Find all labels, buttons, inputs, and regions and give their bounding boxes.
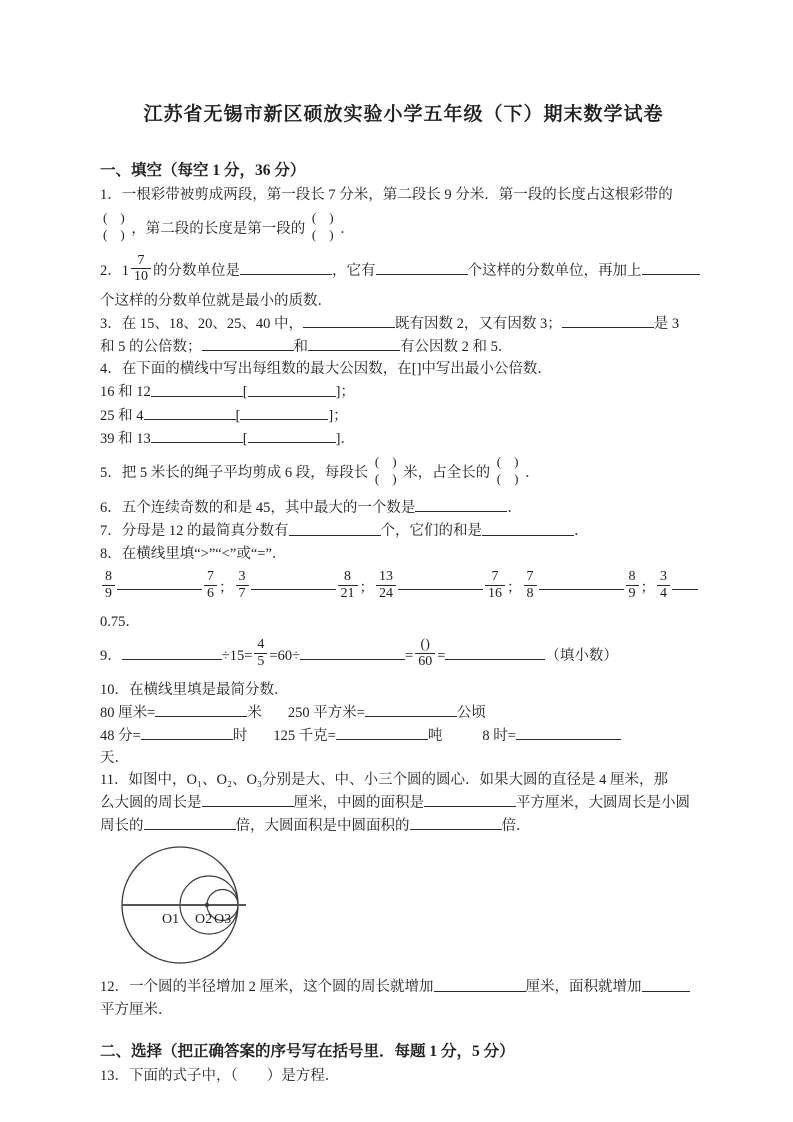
q10-text: 8 时= bbox=[482, 727, 516, 744]
q10-text: 48 分= bbox=[100, 727, 141, 744]
blank bbox=[434, 975, 526, 991]
q7-text: 7．分母是 12 的最简真分数有 bbox=[100, 523, 289, 540]
fraction: $\frac{8}{9}$ bbox=[102, 569, 115, 601]
q12-line2 bbox=[100, 999, 717, 1021]
blank bbox=[248, 380, 336, 396]
q4-row bbox=[100, 404, 717, 427]
blank bbox=[151, 427, 243, 443]
blank bbox=[415, 496, 507, 512]
q6-text: 6．五个连续奇数的和是 45，其中最大的一个数是 bbox=[100, 500, 416, 517]
q9-line bbox=[100, 633, 717, 679]
q9-text: （填小数） bbox=[545, 647, 618, 664]
paren-blank-top: ( ) bbox=[496, 453, 519, 469]
fraction: $\frac{7}{6}$ bbox=[204, 569, 217, 601]
paren-blank-top: ( ) bbox=[311, 209, 334, 225]
q12-line1 bbox=[100, 975, 717, 998]
q11-line1 bbox=[100, 769, 717, 791]
q2-text: 2．1 bbox=[100, 263, 129, 279]
fraction: $\frac{7}{16}$ bbox=[485, 569, 505, 601]
q11-text: 11．如图中，O₁、O₂、O₃分别是大、中、小三个圆的圆心．如果大圆的直径是 4 厘米，那 bbox=[100, 771, 669, 788]
q11-text: 厘米，中圆的面积是 bbox=[293, 795, 424, 812]
q10-text: 10．在横线里填是最简分数． bbox=[100, 681, 289, 698]
q10-text: 米 bbox=[247, 704, 262, 721]
q10-text: 吨 bbox=[427, 727, 443, 744]
fraction: $\frac{8}{9}$ bbox=[626, 569, 639, 601]
fraction: $\frac{8}{21}$ bbox=[338, 569, 358, 601]
blank bbox=[240, 259, 332, 275]
exam-title: 江苏省无锡市新区硕放实验小学五年级（下）期末数学试卷 bbox=[143, 104, 664, 125]
blank bbox=[376, 259, 468, 275]
q2-text: ，它有 bbox=[332, 263, 376, 279]
q4-row bbox=[100, 380, 717, 403]
blank bbox=[424, 791, 516, 807]
blank-fraction bbox=[497, 454, 519, 488]
q3-text: 有公因数 2 和 5． bbox=[400, 339, 513, 356]
q12-text: 厘米，面积就增加 bbox=[525, 979, 642, 996]
q11-text: 么大圆的周长是 bbox=[100, 795, 202, 812]
q1-text: 1．一根彩带被剪成两段，第一段长 7 分米，第二段长 9 分米．第一段的长度占这根彩带的 bbox=[100, 187, 673, 203]
paren-blank-bottom: ( ) bbox=[311, 226, 334, 242]
blank-fraction bbox=[375, 454, 397, 488]
q3-text: 3．在 15、18、20、25、40 中， bbox=[100, 316, 303, 333]
q10-row1 bbox=[100, 701, 717, 724]
q2-text: 的分数单位是 bbox=[153, 263, 240, 279]
center-label-o2: O2 bbox=[195, 912, 213, 928]
q1-text: ． bbox=[340, 221, 355, 237]
q13-line bbox=[100, 1065, 717, 1087]
q5-text: 5．把 5 米长的绳子平均剪成 6 段，每段长 bbox=[100, 465, 369, 482]
section1-heading: 一、填空（每空 1 分，36 分） bbox=[100, 162, 306, 179]
q3-text: 和 5 的公倍数； bbox=[100, 339, 202, 356]
center-dot bbox=[205, 903, 209, 907]
blank bbox=[141, 724, 233, 740]
paren-blank-bottom: ( ) bbox=[374, 470, 397, 486]
blank bbox=[482, 519, 574, 535]
circle-figure bbox=[118, 843, 717, 971]
bracket-close: ]． bbox=[335, 431, 355, 448]
fraction: $\frac{7}{8}$ bbox=[524, 569, 537, 601]
fraction: $\frac{13}{24}$ bbox=[376, 569, 396, 601]
blank bbox=[300, 643, 405, 659]
paren-blank-bottom: ( ) bbox=[103, 226, 125, 242]
blank bbox=[642, 259, 700, 275]
separator: ； bbox=[640, 579, 655, 596]
blank bbox=[155, 701, 247, 717]
compare-blank bbox=[251, 589, 336, 590]
q4-line1 bbox=[100, 358, 717, 380]
q8-text: 0.75． bbox=[100, 613, 140, 630]
compare-blank bbox=[539, 589, 624, 590]
q11-line2 bbox=[100, 791, 717, 814]
q8-text: 8．在横线里填“>”“<”或“=”． bbox=[100, 545, 287, 562]
q4-pair-label: 39 和 13 bbox=[100, 431, 151, 448]
center-label-o1: O1 bbox=[162, 912, 180, 928]
q10-text: 125 千克= bbox=[273, 727, 336, 744]
blank bbox=[289, 519, 381, 535]
blank bbox=[516, 724, 621, 740]
q11-text: 周长的 bbox=[100, 818, 144, 835]
compare-blank bbox=[672, 589, 698, 590]
q9-text: ÷15= bbox=[221, 647, 253, 664]
q2-line1 bbox=[100, 252, 717, 290]
q8-line1 bbox=[100, 543, 717, 565]
q3-line1 bbox=[100, 312, 717, 335]
q7-text: ． bbox=[574, 523, 589, 540]
q9-text: = bbox=[405, 647, 414, 664]
q1-text: ，第二段的长度是第一段的 bbox=[131, 221, 306, 237]
q12-text: 平方厘米． bbox=[100, 1001, 173, 1018]
blank-fraction bbox=[103, 210, 125, 244]
q2-line2 bbox=[100, 290, 717, 312]
q7-text: 个，它们的和是 bbox=[380, 523, 482, 540]
section2-heading: 二、选择（把正确答案的序号写在括号里．每题 1 分，5 分） bbox=[100, 1042, 515, 1060]
separator: ； bbox=[359, 579, 374, 596]
q4-text: 4．在下面的横线中写出每组数的最大公因数，在[]中写出最小公倍数． bbox=[100, 361, 552, 378]
fraction-4-5: $\frac{4}{5}$ bbox=[254, 637, 267, 669]
separator: ； bbox=[219, 579, 234, 596]
q7-line bbox=[100, 519, 717, 542]
separator: ； bbox=[507, 579, 522, 596]
q10-text: 公顷 bbox=[456, 704, 486, 721]
q4-row bbox=[100, 427, 717, 450]
blank bbox=[248, 427, 336, 443]
blank bbox=[144, 814, 236, 830]
q5-line bbox=[100, 450, 717, 496]
paren-blank-bottom: ( ) bbox=[496, 470, 519, 486]
blank bbox=[144, 404, 236, 420]
fraction-blank-60: $\frac{()}{60}$ bbox=[415, 637, 435, 669]
blank bbox=[562, 312, 654, 328]
q1-line2 bbox=[100, 206, 717, 252]
q3-text: 是 3 bbox=[653, 316, 680, 333]
q12-text: 12．一个圆的半径增加 2 厘米，这个圆的周长就增加 bbox=[100, 979, 434, 996]
q2-text: 个这样的分数单位，再加上 bbox=[467, 263, 642, 279]
center-label-o3: O3 bbox=[214, 912, 232, 928]
fraction-7-10: $\frac{7}{10}$ bbox=[131, 253, 151, 285]
q11-text: 平方厘米，大圆周长是小圆 bbox=[516, 795, 690, 812]
q1-line1 bbox=[100, 184, 717, 206]
q9-text: = bbox=[437, 647, 446, 664]
q10-text: 250 平方米= bbox=[287, 704, 365, 721]
q11-text: 倍，大圆面积是中圆面积的 bbox=[235, 818, 410, 835]
paren-blank-top: ( ) bbox=[103, 209, 125, 225]
q3-line2 bbox=[100, 335, 717, 358]
blank bbox=[445, 643, 545, 659]
compare-blank bbox=[398, 589, 483, 590]
q10-text: 时 bbox=[232, 727, 248, 744]
q3-text: 和 bbox=[293, 339, 308, 356]
bracket-close: ]； bbox=[328, 407, 348, 424]
compare-blank bbox=[117, 589, 202, 590]
q2-text: 个这样的分数单位就是最小的质数． bbox=[100, 293, 332, 309]
q11-line3 bbox=[100, 814, 717, 837]
q10-text: 80 厘米= bbox=[100, 704, 156, 721]
blank bbox=[240, 404, 328, 420]
fraction: $\frac{3}{4}$ bbox=[657, 569, 670, 601]
fraction: $\frac{3}{7}$ bbox=[236, 569, 249, 601]
bracket-open: [ bbox=[235, 407, 241, 424]
bracket-open: [ bbox=[242, 384, 248, 401]
q3-text: 既有因数 2，又有因数 3； bbox=[395, 316, 562, 333]
blank bbox=[365, 701, 457, 717]
q9-text: =60÷ bbox=[269, 647, 301, 664]
q6-text: ． bbox=[507, 500, 522, 517]
blank bbox=[308, 335, 400, 351]
q5-text: ． bbox=[525, 465, 540, 482]
blank bbox=[151, 380, 243, 396]
bracket-open: [ bbox=[242, 431, 248, 448]
q11-text: 倍． bbox=[501, 818, 531, 835]
q4-pair-label: 16 和 12 bbox=[100, 384, 151, 401]
bracket-close: ]； bbox=[335, 384, 355, 401]
q13-text: 13．下面的式子中，（ ）是方程． bbox=[100, 1067, 340, 1084]
q5-text: 米，占全长的 bbox=[403, 465, 491, 482]
q10-text: 天． bbox=[100, 749, 129, 766]
q10-line1 bbox=[100, 679, 717, 701]
blank bbox=[336, 724, 428, 740]
q8-compare-row bbox=[100, 565, 717, 611]
blank bbox=[202, 335, 294, 351]
q4-pair-label: 25 和 4 bbox=[100, 407, 144, 424]
q10-row3 bbox=[100, 747, 717, 769]
blank bbox=[303, 312, 395, 328]
q8-line3 bbox=[100, 611, 717, 633]
q10-row2 bbox=[100, 724, 717, 747]
blank-fraction bbox=[312, 210, 334, 244]
blank bbox=[410, 814, 502, 830]
blank bbox=[642, 975, 690, 991]
q9-text: 9． bbox=[100, 647, 122, 664]
paren-blank-top: ( ) bbox=[374, 453, 397, 469]
q6-line bbox=[100, 496, 717, 519]
blank bbox=[202, 791, 294, 807]
blank bbox=[122, 643, 222, 659]
